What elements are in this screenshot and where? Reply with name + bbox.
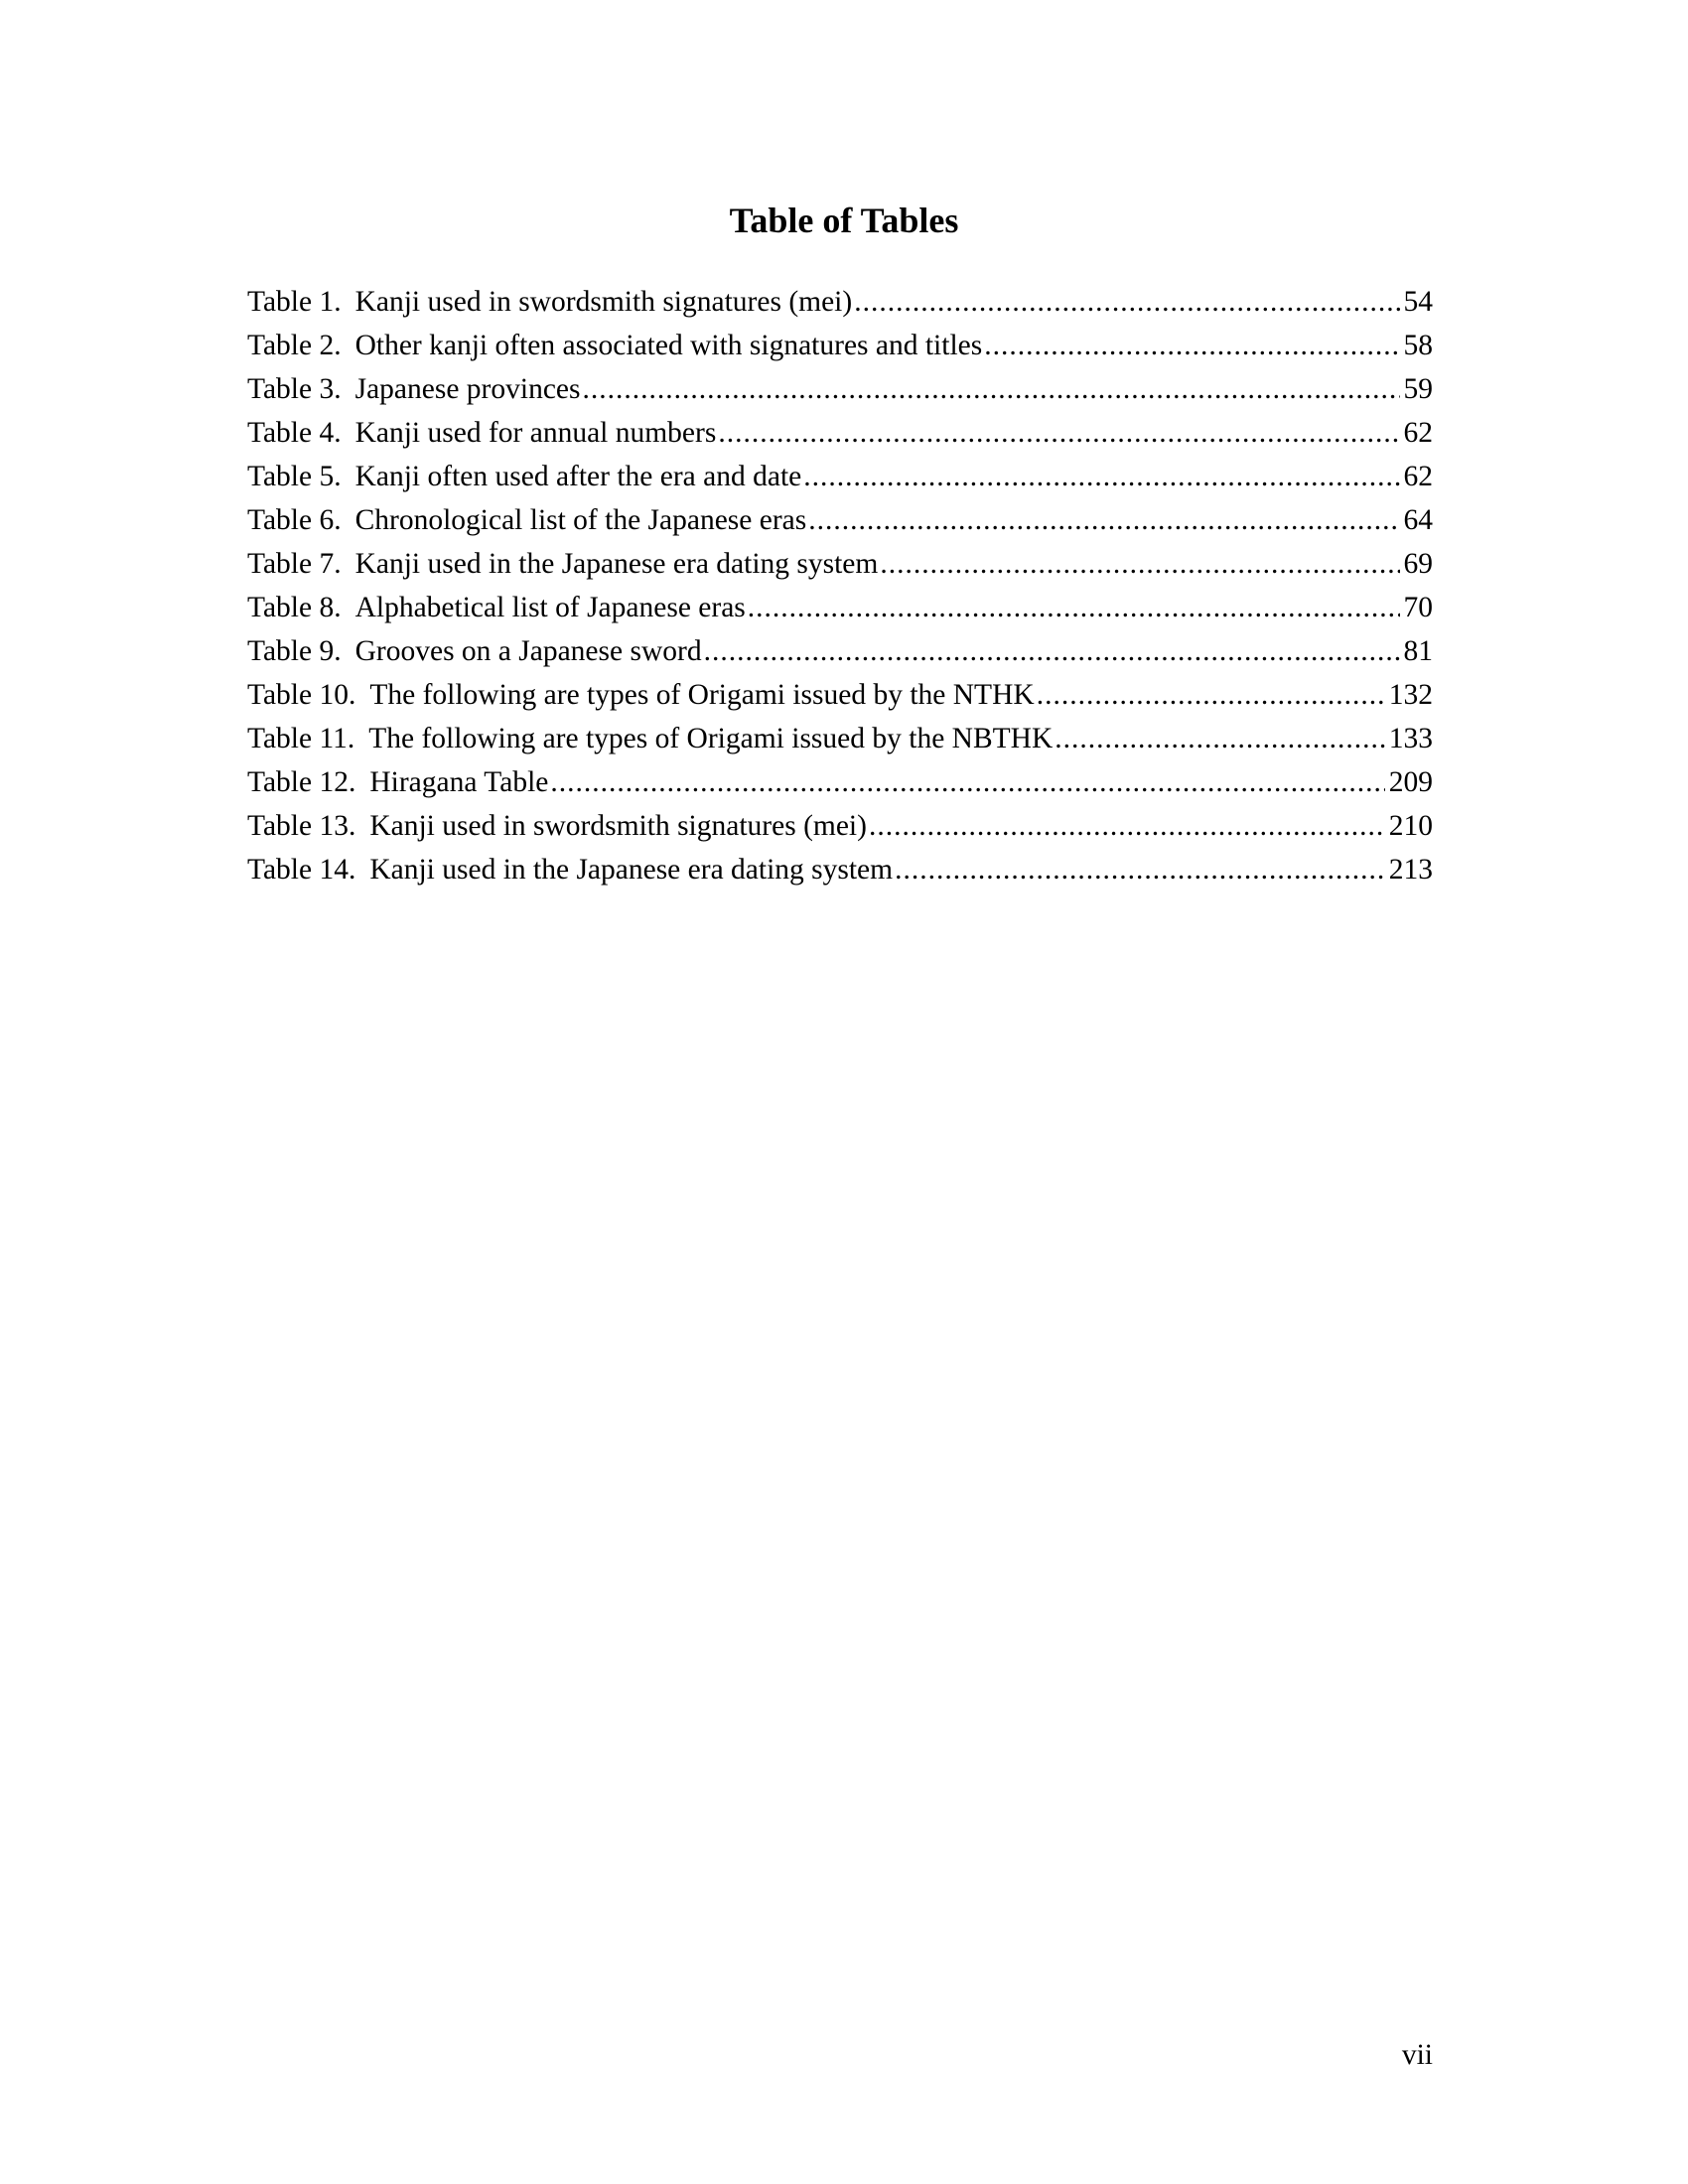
toc-entry[interactable]: [247, 586, 1433, 629]
toc-entry-page: 58: [1403, 330, 1433, 361]
toc-entry[interactable]: [247, 673, 1433, 717]
toc-entry-title: Kanji often used after the era and date: [354, 461, 802, 492]
toc-entry-page: 62: [1403, 417, 1433, 449]
toc-entry[interactable]: [247, 804, 1433, 848]
toc-entry-page: 69: [1403, 548, 1433, 580]
dot-leader: [748, 586, 1400, 629]
toc-entry[interactable]: [247, 717, 1433, 760]
toc-entry-title: Kanji used in swordsmith signatures (mei): [354, 286, 853, 318]
toc-entry-label: Table 14.: [247, 854, 356, 886]
toc-entry-title: Hiragana Table: [369, 766, 549, 798]
toc-entry-page: 64: [1403, 504, 1433, 536]
toc-entry-page: 213: [1388, 854, 1433, 886]
toc-entry-page: 59: [1403, 373, 1433, 405]
toc-entry[interactable]: [247, 542, 1433, 586]
page-title: Table of Tables: [729, 201, 959, 240]
dot-leader: [803, 455, 1399, 498]
toc-entry-title: The following are types of Origami issued by the NTHK: [369, 679, 1035, 711]
toc-entry[interactable]: [247, 367, 1433, 411]
dot-leader: [550, 760, 1384, 804]
toc-entry-label: Table 11.: [247, 723, 355, 754]
toc-entry-label: Table 4.: [247, 417, 342, 449]
toc-entry-label: Table 13.: [247, 810, 356, 842]
dot-leader: [583, 367, 1400, 411]
toc-entry-title: Kanji used in the Japanese era dating system: [354, 548, 879, 580]
toc-entry-label: Table 1.: [247, 286, 342, 318]
toc-entry[interactable]: [247, 760, 1433, 804]
dot-leader: [718, 411, 1399, 455]
toc-entry-page: 81: [1403, 635, 1433, 667]
toc-entry-page: 54: [1403, 286, 1433, 318]
toc-entry-label: Table 3.: [247, 373, 342, 405]
toc-entry-title: Alphabetical list of Japanese eras: [354, 592, 746, 623]
dot-leader: [808, 498, 1399, 542]
toc-entry-title: Other kanji often associated with signatures and titles: [354, 330, 983, 361]
toc-entry-title: Chronological list of the Japanese eras: [354, 504, 807, 536]
toc-entry[interactable]: [247, 324, 1433, 367]
toc-entry-page: 132: [1388, 679, 1433, 711]
toc-entry-title: Kanji used for annual numbers: [354, 417, 717, 449]
toc-entry[interactable]: [247, 848, 1433, 891]
dot-leader: [704, 629, 1400, 673]
toc-entry-title: The following are types of Origami issued by the NBTHK: [368, 723, 1054, 754]
toc-entry-label: Table 2.: [247, 330, 342, 361]
dot-leader: [854, 280, 1399, 324]
toc-entry-title: Japanese provinces: [354, 373, 581, 405]
toc-entry-page: 70: [1403, 592, 1433, 623]
toc-entry[interactable]: [247, 280, 1433, 324]
toc-entry-label: Table 7.: [247, 548, 342, 580]
toc-entry-title: Kanji used in the Japanese era dating system: [369, 854, 894, 886]
page-number: vii: [1401, 2039, 1433, 2071]
toc-entry-page: 209: [1388, 766, 1433, 798]
toc-entry-label: Table 12.: [247, 766, 356, 798]
toc-entry-title: Grooves on a Japanese sword: [354, 635, 702, 667]
toc-entry-label: Table 10.: [247, 679, 356, 711]
toc-entry[interactable]: [247, 455, 1433, 498]
toc-entry[interactable]: [247, 629, 1433, 673]
toc-entry-page: 133: [1388, 723, 1433, 754]
dot-leader: [1055, 717, 1384, 760]
toc-entry-page: 62: [1403, 461, 1433, 492]
table-of-tables-list: [247, 280, 1433, 891]
dot-leader: [895, 848, 1385, 891]
toc-entry-label: Table 6.: [247, 504, 342, 536]
toc-entry[interactable]: [247, 498, 1433, 542]
toc-entry-label: Table 5.: [247, 461, 342, 492]
toc-entry-label: Table 8.: [247, 592, 342, 623]
dot-leader: [869, 804, 1385, 848]
dot-leader: [880, 542, 1399, 586]
toc-entry-label: Table 9.: [247, 635, 342, 667]
toc-entry-title: Kanji used in swordsmith signatures (mei): [369, 810, 867, 842]
toc-entry-page: 210: [1388, 810, 1433, 842]
dot-leader: [984, 324, 1399, 367]
toc-entry[interactable]: [247, 411, 1433, 455]
dot-leader: [1037, 673, 1385, 717]
